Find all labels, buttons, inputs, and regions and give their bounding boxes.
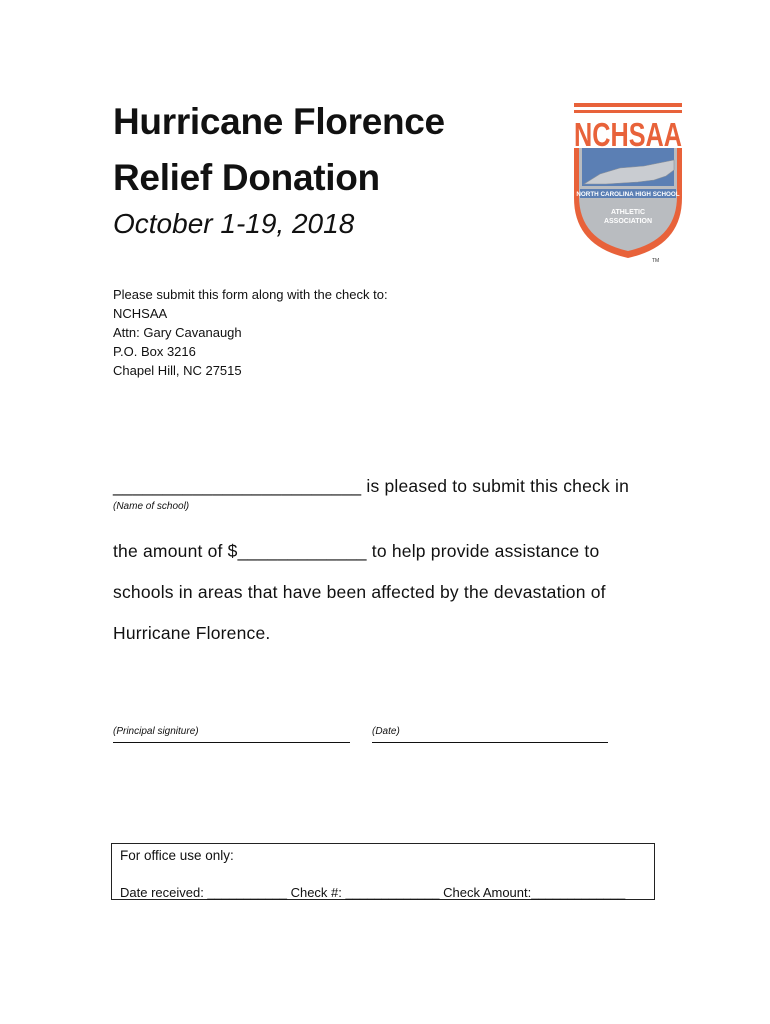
date-caption: (Date) xyxy=(372,726,400,737)
address-line: Chapel Hill, NC 27515 xyxy=(113,363,242,378)
event-dates: October 1-19, 2018 xyxy=(113,208,355,239)
office-use-box xyxy=(111,843,655,900)
nchsaa-logo xyxy=(560,96,702,268)
body-text-line: Hurricane Florence. xyxy=(113,623,271,643)
address-line: Attn: Gary Cavanaugh xyxy=(113,325,242,340)
page-title-line-2: Relief Donation xyxy=(113,157,380,198)
logo-ribbon-text: NORTH CAROLINA HIGH SCHOOL xyxy=(576,191,680,198)
principal-signature-caption: (Principal signiture) xyxy=(113,726,199,737)
donation-amount-field[interactable]: the amount of $_____________ to help provide assistance to xyxy=(113,541,600,561)
logo-brand-text: NCHSAA xyxy=(574,116,682,153)
address-line: NCHSAA xyxy=(113,306,168,321)
office-use-heading: For office use only: xyxy=(120,848,234,863)
office-use-fields[interactable]: Date received: ___________ Check #: _____________ Check Amount:_____________ xyxy=(120,885,626,900)
submit-instructions: Please submit this form along with the check to: xyxy=(113,287,388,302)
principal-signature-line[interactable] xyxy=(113,742,350,743)
school-name-field[interactable]: _________________________ is pleased to submit this check in xyxy=(113,476,629,496)
logo-trademark: TM xyxy=(652,258,660,264)
school-name-caption: (Name of school) xyxy=(113,501,190,512)
address-line: P.O. Box 3216 xyxy=(113,344,196,359)
logo-athletic-text: ATHLETIC xyxy=(610,209,646,216)
body-text-line: schools in areas that have been affected by the devastation of xyxy=(113,582,606,602)
date-signature-line[interactable] xyxy=(372,742,608,743)
logo-association-text: ASSOCIATION xyxy=(603,218,653,225)
page-title-line-1: Hurricane Florence xyxy=(113,101,445,142)
